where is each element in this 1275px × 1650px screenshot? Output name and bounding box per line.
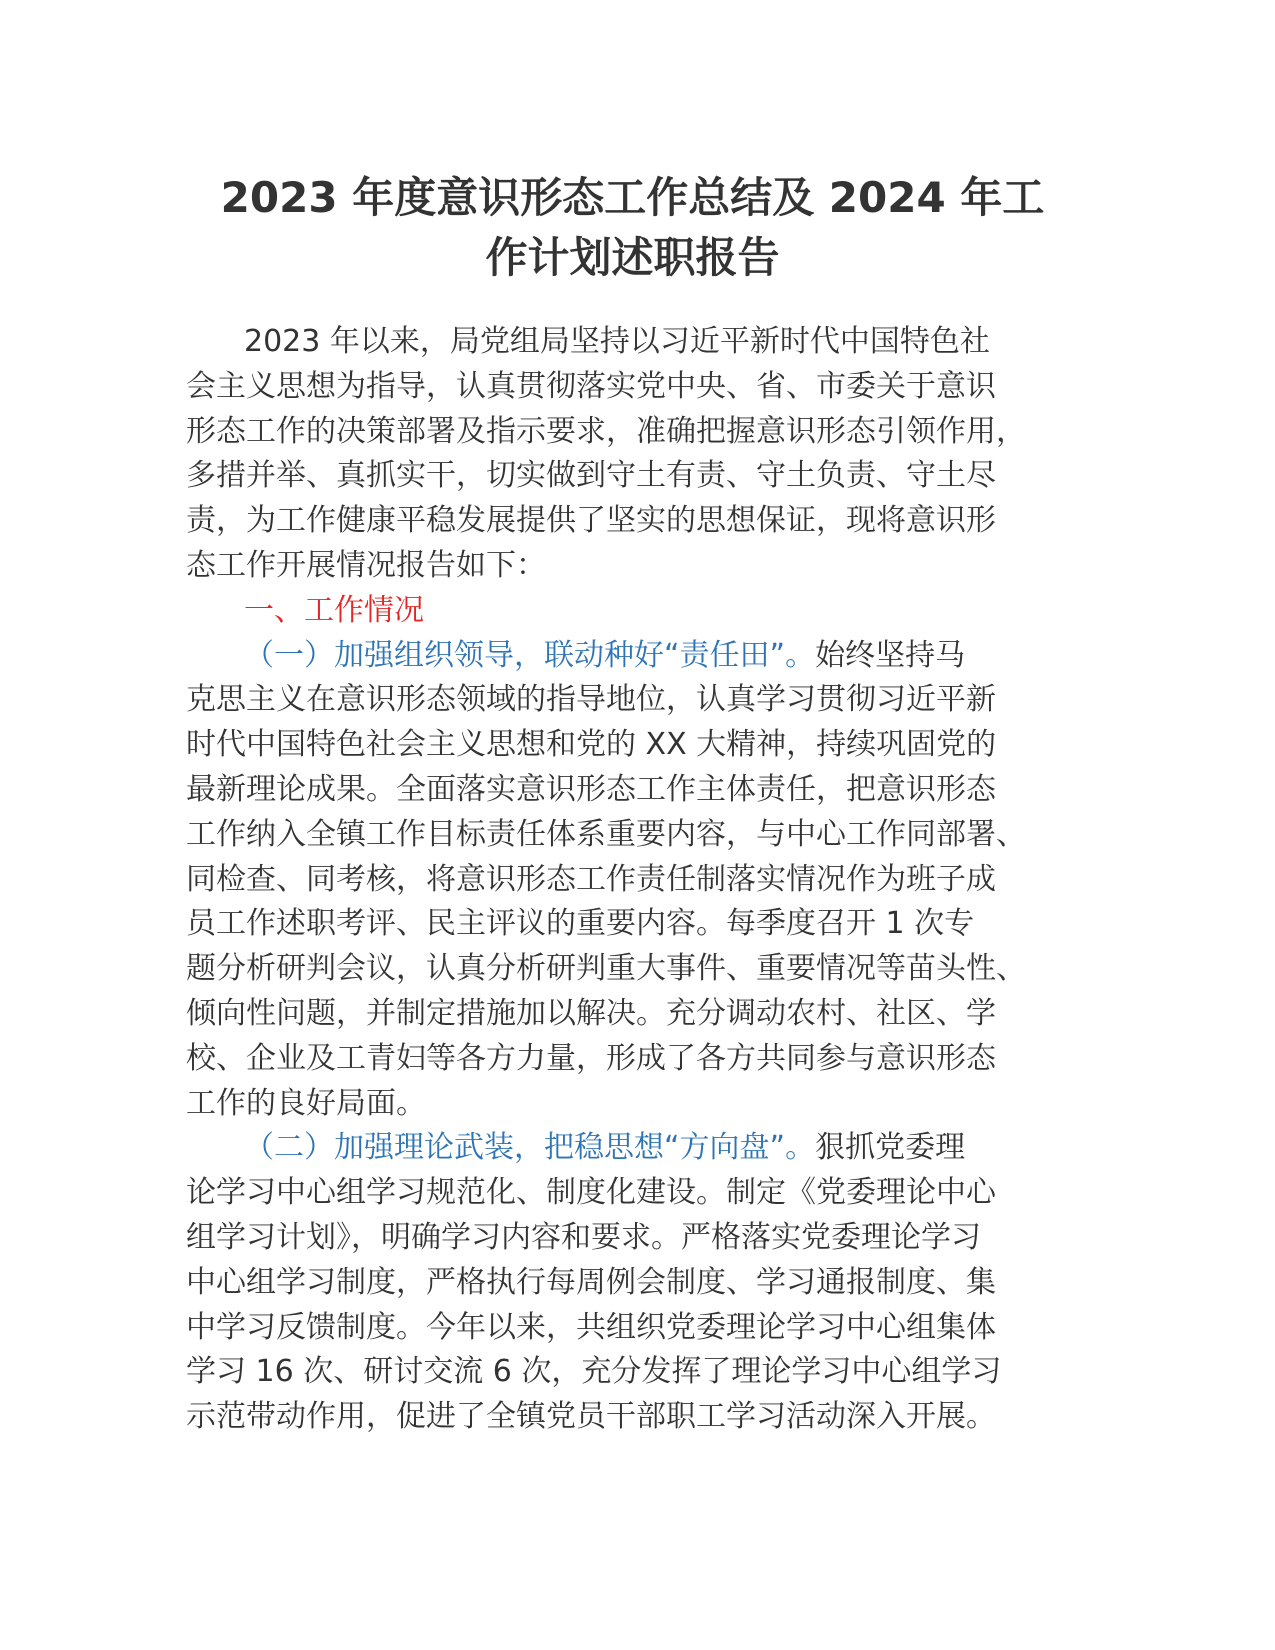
intro-line: 会主义思想为指导，认真贯彻落实党中央、省、市委关于意识 [186,368,996,404]
subsection-1-line: 倾向性问题，并制定措施加以解决。充分调动农村、社区、学 [186,995,996,1031]
section-heading: 一、工作情况 [244,592,424,628]
subsection-1-line: 工作的良好局面。 [186,1085,426,1121]
title-line-2: 作计划述职报告 [485,233,780,282]
subsection-1-line: 工作纳入全镇工作目标责任体系重要内容，与中心工作同部署、 [186,816,1026,852]
subsection-2-heading: （二）加强理论武装，把稳思想“方向盘”。 [244,1130,816,1166]
subsection-1-line: 同检查、同考核，将意识形态工作责任制落实情况作为班子成 [186,861,996,897]
subsection-1-line: 题分析研判会议，认真分析研判重大事件、重要情况等苗头性、 [186,951,1026,987]
document-title [180,168,1085,288]
subsection-1-line: 克思主义在意识形态领域的指导地位，认真学习贯彻习近平新 [186,682,996,718]
subsection-2-lead: 狠抓党委理 [815,1130,966,1166]
subsection-2-line: 组学习计划》，明确学习内容和要求。严格落实党委理论学习 [186,1219,981,1255]
intro-line: 2023 年以来，局党组局坚持以习近平新时代中国特色社 [244,324,990,359]
subsection-1-line: 校、企业及工青妇等各方力量，形成了各方共同参与意识形态 [186,1040,996,1076]
subsection-1-lead: 始终坚持马 [815,637,966,673]
intro-line: 形态工作的决策部署及指示要求，准确把握意识形态引领作用， [186,413,1026,449]
subsection-2-line: 中心组学习制度，严格执行每周例会制度、学习通报制度、集 [186,1264,996,1300]
subsection-2-first-line [186,1126,1086,1171]
subsection-1-line: 最新理论成果。全面落实意识形态工作主体责任，把意识形态 [186,771,996,807]
intro-line: 责，为工作健康平稳发展提供了坚实的思想保证，现将意识形 [186,503,996,539]
document-body [186,320,1086,1440]
subsection-1-first-line [186,634,1086,679]
intro-line: 多措并举、真抓实干，切实做到守土有责、守土负责、守土尽 [186,458,996,494]
intro-line: 态工作开展情况报告如下： [186,547,546,583]
subsection-2-line: 学习 16 次、研讨交流 6 次，充分发挥了理论学习中心组学习 [186,1354,1002,1390]
subsection-2-line: 中学习反馈制度。今年以来，共组织党委理论学习中心组集体 [186,1309,996,1345]
subsection-1-line: 时代中国特色社会主义思想和党的 XX 大精神，持续巩固党的 [186,727,997,763]
subsection-1-heading: （一）加强组织领导，联动种好“责任田”。 [244,637,816,673]
subsection-1-line: 员工作述职考评、民主评议的重要内容。每季度召开 1 次专 [186,906,975,942]
title-line-1: 2023 年度意识形态工作总结及 2024 年工 [220,173,1045,222]
subsection-2-line: 论学习中心组学习规范化、制度化建设。制定《党委理论中心 [186,1175,996,1211]
subsection-2-line: 示范带动作用，促进了全镇党员干部职工学习活动深入开展。 [186,1399,996,1435]
